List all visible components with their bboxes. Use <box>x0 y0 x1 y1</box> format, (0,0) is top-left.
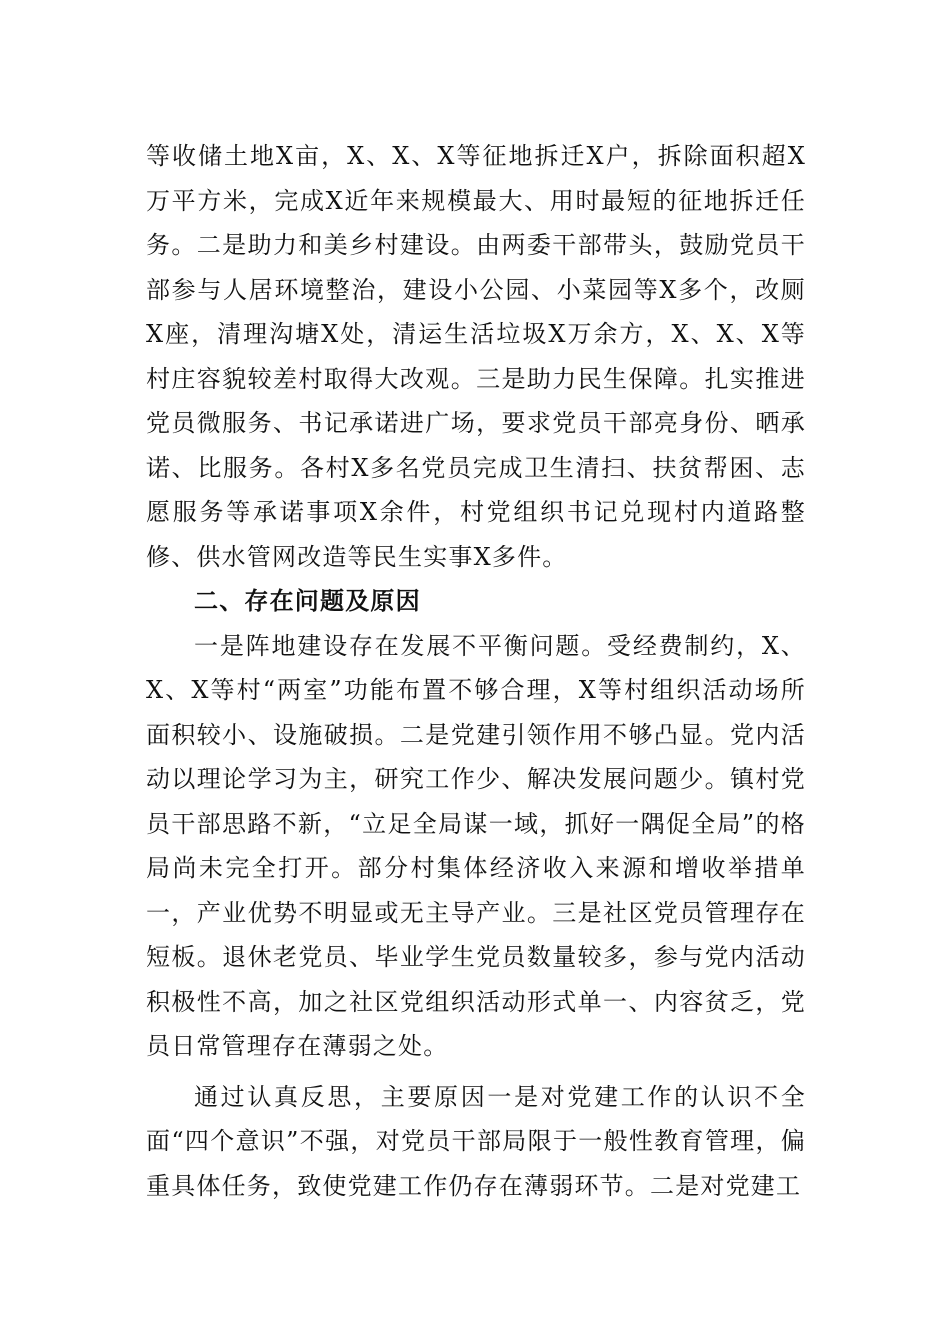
paragraph-causes: 通过认真反思，主要原因一是对党建工作的认识不全面“四个意识”不强，对党员干部局限于一般性教育管理，偏重具体任务，致使党建工作仍存在薄弱环节。二是对党建工 <box>146 1082 806 1200</box>
paragraph-problems: 一是阵地建设存在发展不平衡问题。受经费制约，X、X、X等村“两室”功能布置不够合理，X等村组织活动场所面积较小、设施破损。二是党建引领作用不够凸显。党内活动以理论学习为主，研究工作少、解决发展问题少。镇村党员干部思路不新，“立足全局谋一域，抓好一隅促全局”的格局尚未完全打开。部分村集体经济收入来源和增收举措单一，产业优势不明显或无主导产业。三是社区党员管理存在短板。退休老党员、毕业学生党员数量较多，参与党内活动积极性不高，加之社区党组织活动形式单一、内容贫乏，党员日常管理存在薄弱之处。 <box>146 631 806 1060</box>
paragraph-land-acquisition: 等收储土地X亩，X、X、X等征地拆迁X户，拆除面积超X万平方米，完成X近年来规模最大、用时最短的征地拆迁任务。二是助力和美乡村建设。由两委干部带头，鼓励党员干部参与人居环境整治，建设小公园、小菜园等X多个，改厕X座，清理沟塘X处，清运生活垃圾X万余方，X、X、X等村庄容貌较差村取得大改观。三是助力民生保障。扎实推进党员微服务、书记承诺进广场，要求党员干部亮身份、晒承诺、比服务。各村X多名党员完成卫生清扫、扶贫帮困、志愿服务等承诺事项X余件，村党组织书记兑现村内道路整修、供水管网改造等民生实事X多件。 <box>146 142 806 571</box>
document-page <box>146 134 806 1208</box>
section-heading-problems-and-causes: 二、存在问题及原因 <box>194 587 421 615</box>
